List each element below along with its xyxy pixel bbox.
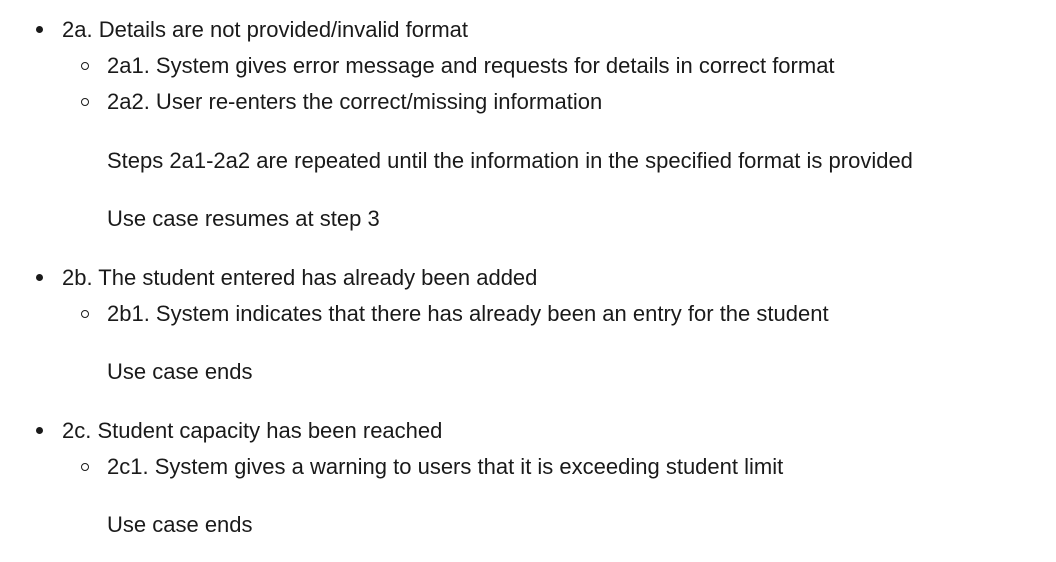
sub-list-item: 2b1. System indicates that there has already been an entry for the student — [107, 301, 829, 326]
sub-list-item: 2a2. User re-enters the correct/missing information — [107, 89, 603, 114]
sub-bullet-icon — [81, 310, 89, 318]
sub-list-item: 2a1. System gives error message and requests for details in correct format — [107, 53, 835, 78]
list-item-label: 2a. Details are not provided/invalid format — [62, 17, 468, 42]
bullet-icon — [36, 26, 43, 33]
note-text: Use case ends — [107, 512, 253, 537]
note-text: Steps 2a1-2a2 are repeated until the information in the specified format is provided — [107, 148, 913, 173]
note-text: Use case resumes at step 3 — [107, 206, 380, 231]
bullet-icon — [36, 274, 43, 281]
sub-list-item: 2c1. System gives a warning to users that it is exceeding student limit — [107, 454, 784, 479]
bullet-icon — [36, 427, 43, 434]
list-item-label: 2b. The student entered has already been added — [62, 265, 538, 290]
note-text: Use case ends — [107, 359, 253, 384]
sub-bullet-icon — [81, 463, 89, 471]
sub-bullet-icon — [81, 98, 89, 106]
list-item-label: 2c. Student capacity has been reached — [62, 418, 443, 443]
sub-bullet-icon — [81, 62, 89, 70]
